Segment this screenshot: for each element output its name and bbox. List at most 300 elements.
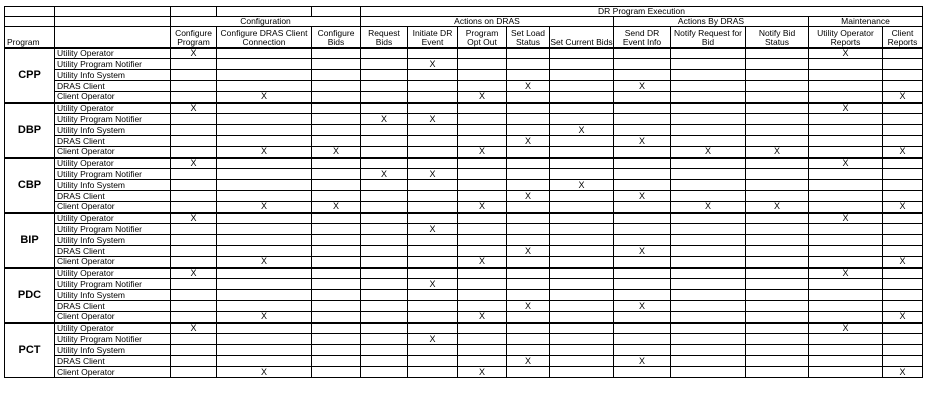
mark-x: X bbox=[507, 136, 550, 147]
empty-cell bbox=[809, 367, 883, 378]
empty-cell bbox=[171, 114, 217, 125]
empty-cell bbox=[408, 323, 458, 334]
empty-cell bbox=[883, 246, 923, 257]
empty-cell bbox=[171, 246, 217, 257]
document-page bbox=[4, 6, 923, 378]
role-cell: DRAS Client bbox=[55, 136, 171, 147]
empty-cell bbox=[550, 235, 614, 246]
empty-cell bbox=[312, 257, 361, 268]
empty-cell bbox=[408, 81, 458, 92]
program-name-cell: PDC bbox=[5, 268, 55, 323]
role-column-header-blank bbox=[55, 27, 171, 48]
empty-cell bbox=[458, 301, 507, 312]
mark-x: X bbox=[507, 191, 550, 202]
mark-x: X bbox=[458, 92, 507, 103]
mark-x: X bbox=[883, 92, 923, 103]
empty-cell bbox=[312, 70, 361, 81]
empty-cell bbox=[746, 367, 809, 378]
empty-cell bbox=[361, 125, 408, 136]
empty-cell bbox=[671, 169, 746, 180]
mark-x: X bbox=[217, 202, 312, 213]
empty-cell bbox=[614, 268, 671, 279]
empty-cell bbox=[746, 48, 809, 59]
empty-cell bbox=[746, 169, 809, 180]
empty-cell bbox=[312, 356, 361, 367]
empty-cell bbox=[361, 235, 408, 246]
empty-cell bbox=[550, 301, 614, 312]
table-row bbox=[5, 279, 923, 290]
empty-cell bbox=[217, 169, 312, 180]
mark-x: X bbox=[614, 356, 671, 367]
empty-cell bbox=[746, 257, 809, 268]
table-row bbox=[5, 136, 923, 147]
table-row bbox=[5, 81, 923, 92]
empty-cell bbox=[312, 334, 361, 345]
role-cell: Utility Program Notifier bbox=[55, 224, 171, 235]
corner-cell-blank bbox=[5, 17, 55, 27]
mark-x: X bbox=[507, 81, 550, 92]
empty-cell bbox=[217, 125, 312, 136]
table-row bbox=[5, 235, 923, 246]
role-cell: Client Operator bbox=[55, 367, 171, 378]
empty-cell bbox=[171, 345, 217, 356]
empty-cell bbox=[507, 48, 550, 59]
mark-x: X bbox=[408, 279, 458, 290]
empty-cell bbox=[312, 92, 361, 103]
mark-x: X bbox=[171, 103, 217, 114]
empty-cell bbox=[408, 180, 458, 191]
empty-cell bbox=[746, 114, 809, 125]
empty-cell bbox=[458, 48, 507, 59]
empty-cell bbox=[614, 279, 671, 290]
column-header: Request Bids bbox=[361, 27, 408, 48]
empty-cell bbox=[614, 312, 671, 323]
empty-cell bbox=[361, 224, 408, 235]
role-cell: DRAS Client bbox=[55, 301, 171, 312]
empty-cell bbox=[671, 92, 746, 103]
empty-cell bbox=[171, 312, 217, 323]
empty-cell bbox=[809, 290, 883, 301]
empty-cell bbox=[671, 257, 746, 268]
role-cell: Utility Operator bbox=[55, 158, 171, 169]
table-row bbox=[5, 334, 923, 345]
empty-cell bbox=[171, 235, 217, 246]
mark-x: X bbox=[458, 257, 507, 268]
empty-cell bbox=[809, 279, 883, 290]
mark-x: X bbox=[217, 312, 312, 323]
mark-x: X bbox=[408, 169, 458, 180]
empty-cell bbox=[550, 323, 614, 334]
empty-cell bbox=[361, 279, 408, 290]
empty-cell bbox=[614, 103, 671, 114]
empty-cell bbox=[458, 169, 507, 180]
empty-cell bbox=[458, 356, 507, 367]
mark-x: X bbox=[171, 158, 217, 169]
empty-cell bbox=[171, 224, 217, 235]
empty-cell bbox=[883, 213, 923, 224]
empty-cell bbox=[217, 103, 312, 114]
role-cell: DRAS Client bbox=[55, 191, 171, 202]
empty-cell bbox=[408, 345, 458, 356]
empty-cell bbox=[746, 191, 809, 202]
empty-cell bbox=[312, 367, 361, 378]
table-row bbox=[5, 48, 923, 59]
column-header: Notify Bid Status bbox=[746, 27, 809, 48]
empty-cell bbox=[217, 48, 312, 59]
empty-cell bbox=[361, 334, 408, 345]
empty-cell bbox=[458, 246, 507, 257]
column-header: Program Opt Out bbox=[458, 27, 507, 48]
empty-cell bbox=[408, 136, 458, 147]
empty-cell bbox=[746, 246, 809, 257]
mark-x: X bbox=[671, 202, 746, 213]
empty-cell bbox=[361, 356, 408, 367]
empty-cell bbox=[671, 224, 746, 235]
empty-cell bbox=[507, 213, 550, 224]
empty-cell bbox=[458, 268, 507, 279]
column-header: Set Load Status bbox=[507, 27, 550, 48]
empty-cell bbox=[671, 367, 746, 378]
empty-cell bbox=[550, 70, 614, 81]
empty-cell bbox=[312, 158, 361, 169]
empty-cell bbox=[458, 114, 507, 125]
mark-x: X bbox=[746, 147, 809, 158]
empty-cell bbox=[217, 180, 312, 191]
empty-cell bbox=[614, 48, 671, 59]
table-row bbox=[5, 92, 923, 103]
table-row bbox=[5, 158, 923, 169]
role-cell: Utility Program Notifier bbox=[55, 59, 171, 70]
mark-x: X bbox=[171, 48, 217, 59]
role-cell: Utility Operator bbox=[55, 213, 171, 224]
empty-cell bbox=[361, 301, 408, 312]
empty-cell bbox=[671, 356, 746, 367]
mark-x: X bbox=[171, 323, 217, 334]
mark-x: X bbox=[614, 191, 671, 202]
empty-cell bbox=[746, 301, 809, 312]
empty-cell bbox=[550, 312, 614, 323]
empty-cell bbox=[809, 81, 883, 92]
empty-cell bbox=[312, 81, 361, 92]
empty-cell bbox=[614, 158, 671, 169]
mark-x: X bbox=[171, 268, 217, 279]
empty-cell bbox=[809, 136, 883, 147]
empty-cell bbox=[671, 191, 746, 202]
column-header: Initiate DR Event bbox=[408, 27, 458, 48]
empty-cell bbox=[458, 59, 507, 70]
empty-cell bbox=[217, 70, 312, 81]
mark-x: X bbox=[809, 213, 883, 224]
empty-cell bbox=[507, 268, 550, 279]
empty-cell bbox=[312, 125, 361, 136]
table-row bbox=[5, 367, 923, 378]
empty-cell bbox=[809, 345, 883, 356]
empty-cell bbox=[408, 147, 458, 158]
empty-cell bbox=[217, 279, 312, 290]
empty-cell bbox=[671, 158, 746, 169]
empty-cell bbox=[361, 180, 408, 191]
mark-x: X bbox=[883, 367, 923, 378]
empty-cell bbox=[883, 268, 923, 279]
empty-cell bbox=[361, 92, 408, 103]
corner-cell-blank bbox=[55, 17, 171, 27]
empty-cell bbox=[614, 213, 671, 224]
empty-cell bbox=[458, 224, 507, 235]
mark-x: X bbox=[361, 114, 408, 125]
empty-cell bbox=[312, 224, 361, 235]
empty-cell bbox=[671, 334, 746, 345]
empty-cell bbox=[312, 136, 361, 147]
empty-cell bbox=[614, 59, 671, 70]
empty-cell bbox=[550, 334, 614, 345]
empty-cell bbox=[361, 290, 408, 301]
empty-cell bbox=[883, 48, 923, 59]
mark-x: X bbox=[883, 257, 923, 268]
role-cell: Utility Program Notifier bbox=[55, 279, 171, 290]
empty-cell bbox=[361, 268, 408, 279]
empty-cell bbox=[809, 169, 883, 180]
empty-cell bbox=[507, 180, 550, 191]
mark-x: X bbox=[217, 147, 312, 158]
empty-cell bbox=[361, 81, 408, 92]
empty-cell bbox=[458, 191, 507, 202]
empty-cell bbox=[361, 70, 408, 81]
empty-cell bbox=[312, 290, 361, 301]
empty-cell bbox=[458, 235, 507, 246]
empty-cell bbox=[550, 92, 614, 103]
empty-cell bbox=[614, 92, 671, 103]
empty-cell bbox=[671, 59, 746, 70]
empty-cell bbox=[312, 114, 361, 125]
role-cell: Utility Info System bbox=[55, 290, 171, 301]
empty-cell bbox=[550, 356, 614, 367]
mark-x: X bbox=[458, 202, 507, 213]
empty-cell bbox=[550, 81, 614, 92]
empty-cell bbox=[361, 147, 408, 158]
empty-cell bbox=[550, 147, 614, 158]
empty-cell bbox=[408, 367, 458, 378]
empty-cell bbox=[408, 301, 458, 312]
empty-cell bbox=[809, 147, 883, 158]
group-header-maintenance: Maintenance bbox=[809, 17, 923, 27]
empty-cell bbox=[171, 202, 217, 213]
empty-cell bbox=[883, 235, 923, 246]
empty-cell bbox=[746, 312, 809, 323]
role-cell: Client Operator bbox=[55, 257, 171, 268]
empty-cell bbox=[746, 70, 809, 81]
empty-cell bbox=[458, 290, 507, 301]
empty-cell bbox=[507, 147, 550, 158]
empty-cell bbox=[171, 279, 217, 290]
corner-cell-blank bbox=[217, 7, 312, 17]
empty-cell bbox=[361, 136, 408, 147]
empty-cell bbox=[809, 125, 883, 136]
empty-cell bbox=[883, 279, 923, 290]
empty-cell bbox=[809, 257, 883, 268]
empty-cell bbox=[550, 202, 614, 213]
empty-cell bbox=[883, 323, 923, 334]
role-cell: DRAS Client bbox=[55, 246, 171, 257]
empty-cell bbox=[171, 70, 217, 81]
empty-cell bbox=[671, 213, 746, 224]
super-header: DR Program Execution bbox=[361, 7, 923, 17]
program-name-cell: PCT bbox=[5, 323, 55, 378]
empty-cell bbox=[746, 180, 809, 191]
empty-cell bbox=[171, 81, 217, 92]
empty-cell bbox=[671, 70, 746, 81]
empty-cell bbox=[408, 202, 458, 213]
mark-x: X bbox=[614, 301, 671, 312]
empty-cell bbox=[746, 136, 809, 147]
empty-cell bbox=[809, 356, 883, 367]
empty-cell bbox=[614, 147, 671, 158]
empty-cell bbox=[171, 92, 217, 103]
program-name-cell: BIP bbox=[5, 213, 55, 268]
mark-x: X bbox=[614, 246, 671, 257]
empty-cell bbox=[614, 180, 671, 191]
empty-cell bbox=[507, 334, 550, 345]
column-header: Set Current Bids bbox=[550, 27, 614, 48]
empty-cell bbox=[550, 59, 614, 70]
empty-cell bbox=[809, 301, 883, 312]
mark-x: X bbox=[217, 367, 312, 378]
group-header-configuration: Configuration bbox=[171, 17, 361, 27]
empty-cell bbox=[408, 290, 458, 301]
empty-cell bbox=[746, 356, 809, 367]
empty-cell bbox=[408, 92, 458, 103]
empty-cell bbox=[458, 70, 507, 81]
empty-cell bbox=[171, 59, 217, 70]
empty-cell bbox=[671, 136, 746, 147]
empty-cell bbox=[361, 213, 408, 224]
empty-cell bbox=[883, 59, 923, 70]
empty-cell bbox=[883, 334, 923, 345]
empty-cell bbox=[507, 257, 550, 268]
mark-x: X bbox=[171, 213, 217, 224]
empty-cell bbox=[507, 92, 550, 103]
empty-cell bbox=[614, 345, 671, 356]
empty-cell bbox=[883, 136, 923, 147]
empty-cell bbox=[883, 290, 923, 301]
empty-cell bbox=[671, 81, 746, 92]
empty-cell bbox=[507, 312, 550, 323]
empty-cell bbox=[312, 191, 361, 202]
empty-cell bbox=[507, 158, 550, 169]
empty-cell bbox=[507, 235, 550, 246]
corner-cell-blank bbox=[55, 7, 171, 17]
empty-cell bbox=[217, 213, 312, 224]
empty-cell bbox=[408, 312, 458, 323]
empty-cell bbox=[614, 367, 671, 378]
table-row bbox=[5, 301, 923, 312]
empty-cell bbox=[312, 103, 361, 114]
empty-cell bbox=[171, 180, 217, 191]
table-row bbox=[5, 169, 923, 180]
empty-cell bbox=[217, 114, 312, 125]
empty-cell bbox=[671, 301, 746, 312]
empty-cell bbox=[809, 224, 883, 235]
empty-cell bbox=[809, 191, 883, 202]
empty-cell bbox=[171, 136, 217, 147]
role-cell: Client Operator bbox=[55, 147, 171, 158]
role-cell: Utility Operator bbox=[55, 323, 171, 334]
mark-x: X bbox=[550, 125, 614, 136]
role-cell: Utility Operator bbox=[55, 268, 171, 279]
table-row bbox=[5, 290, 923, 301]
corner-cell-blank bbox=[171, 7, 217, 17]
role-cell: Utility Info System bbox=[55, 345, 171, 356]
empty-cell bbox=[507, 114, 550, 125]
mark-x: X bbox=[408, 59, 458, 70]
table-row bbox=[5, 323, 923, 334]
table-row bbox=[5, 345, 923, 356]
empty-cell bbox=[614, 290, 671, 301]
mark-x: X bbox=[458, 147, 507, 158]
empty-cell bbox=[809, 92, 883, 103]
empty-cell bbox=[217, 158, 312, 169]
empty-cell bbox=[746, 103, 809, 114]
empty-cell bbox=[550, 279, 614, 290]
empty-cell bbox=[408, 125, 458, 136]
mark-x: X bbox=[361, 169, 408, 180]
empty-cell bbox=[171, 334, 217, 345]
role-cell: Utility Info System bbox=[55, 235, 171, 246]
empty-cell bbox=[361, 59, 408, 70]
column-header: Utility Operator Reports bbox=[809, 27, 883, 48]
empty-cell bbox=[361, 48, 408, 59]
empty-cell bbox=[614, 257, 671, 268]
empty-cell bbox=[550, 290, 614, 301]
empty-cell bbox=[671, 125, 746, 136]
mark-x: X bbox=[458, 367, 507, 378]
empty-cell bbox=[507, 290, 550, 301]
empty-cell bbox=[550, 213, 614, 224]
empty-cell bbox=[550, 246, 614, 257]
empty-cell bbox=[408, 213, 458, 224]
mark-x: X bbox=[507, 356, 550, 367]
empty-cell bbox=[361, 103, 408, 114]
mark-x: X bbox=[671, 147, 746, 158]
mark-x: X bbox=[217, 257, 312, 268]
empty-cell bbox=[408, 103, 458, 114]
empty-cell bbox=[458, 103, 507, 114]
empty-cell bbox=[550, 169, 614, 180]
empty-cell bbox=[507, 125, 550, 136]
program-column-header: Program bbox=[5, 27, 55, 48]
empty-cell bbox=[312, 246, 361, 257]
role-cell: Utility Program Notifier bbox=[55, 169, 171, 180]
empty-cell bbox=[550, 345, 614, 356]
empty-cell bbox=[809, 312, 883, 323]
empty-cell bbox=[671, 268, 746, 279]
empty-cell bbox=[171, 169, 217, 180]
empty-cell bbox=[507, 202, 550, 213]
empty-cell bbox=[746, 158, 809, 169]
empty-cell bbox=[614, 323, 671, 334]
empty-cell bbox=[408, 246, 458, 257]
empty-cell bbox=[883, 158, 923, 169]
empty-cell bbox=[671, 312, 746, 323]
empty-cell bbox=[746, 334, 809, 345]
mark-x: X bbox=[507, 301, 550, 312]
empty-cell bbox=[883, 70, 923, 81]
empty-cell bbox=[408, 70, 458, 81]
empty-cell bbox=[507, 367, 550, 378]
empty-cell bbox=[408, 235, 458, 246]
empty-cell bbox=[171, 147, 217, 158]
table-row bbox=[5, 125, 923, 136]
empty-cell bbox=[507, 70, 550, 81]
